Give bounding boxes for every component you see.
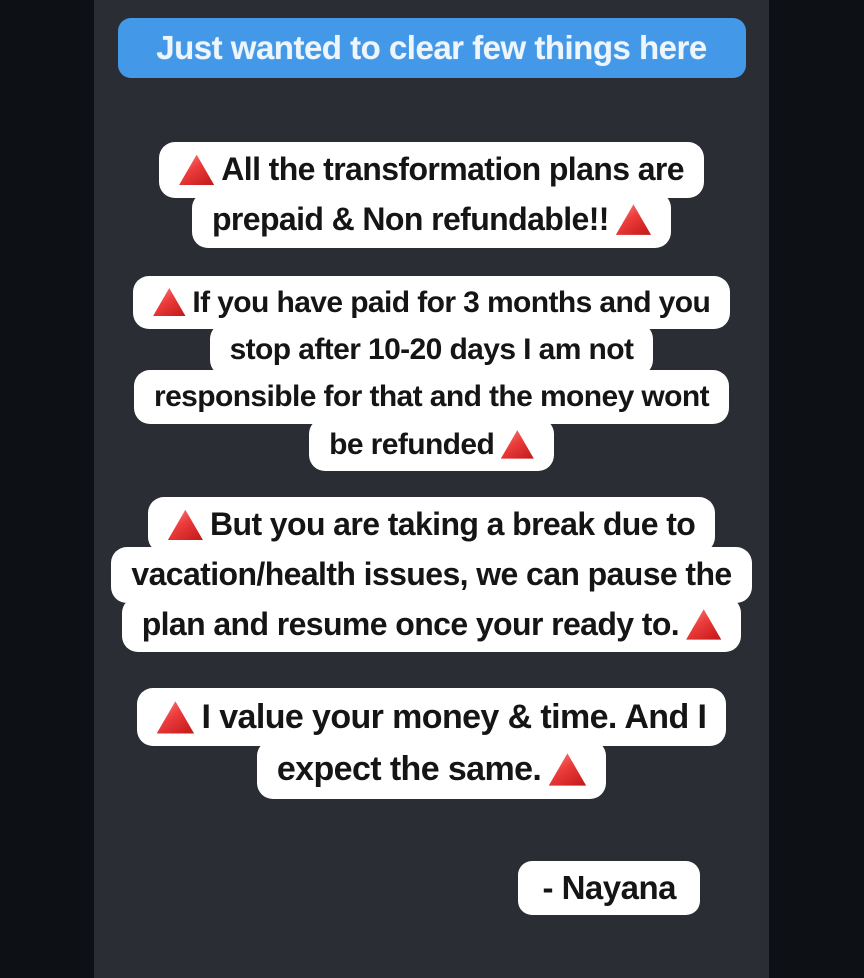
story-text-line [137,688,727,746]
line-text: If you have paid for 3 months and you [192,285,711,319]
message-block [137,688,727,798]
red-triangle-icon [549,753,586,785]
line-text: I value your money & time. And I [201,698,707,737]
story-text-line [134,370,729,423]
story-text-line [159,142,704,198]
header-banner: Just wanted to clear few things here [118,18,746,78]
story-text-line [257,740,606,798]
signature-badge: - Nayana [518,861,700,915]
red-triangle-icon [501,430,534,459]
story-text-line [111,547,751,603]
red-triangle-icon [179,155,214,185]
story-text-line [192,192,671,248]
red-triangle-icon [616,204,651,234]
line-text: All the transformation plans are [221,151,684,187]
story-text-line [309,418,554,471]
line-text: But you are taking a break due to [210,506,696,543]
red-triangle-icon [157,701,194,733]
red-triangle-icon [686,609,721,639]
line-text: vacation/health issues, we can pause the [131,555,732,592]
message-block [133,276,730,472]
line-text: plan and resume once your ready to. [141,605,680,642]
red-triangle-icon [153,288,186,317]
story-text-line [133,276,730,329]
message-blocks [94,78,769,799]
line-text: be refunded [329,427,495,461]
red-triangle-icon [168,510,203,540]
story-text-line [210,323,654,376]
message-block [111,497,751,652]
story-canvas [94,0,769,978]
story-text-line [148,497,715,553]
line-text: responsible for that and the money wont [154,380,709,414]
message-block [159,142,704,248]
line-text: expect the same. [276,750,542,789]
story-text-line [122,597,742,653]
signature-row [94,861,769,915]
line-text: stop after 10-20 days I am not [229,332,634,366]
line-text: prepaid & Non refundable!! [211,200,609,237]
story-content [94,0,769,978]
